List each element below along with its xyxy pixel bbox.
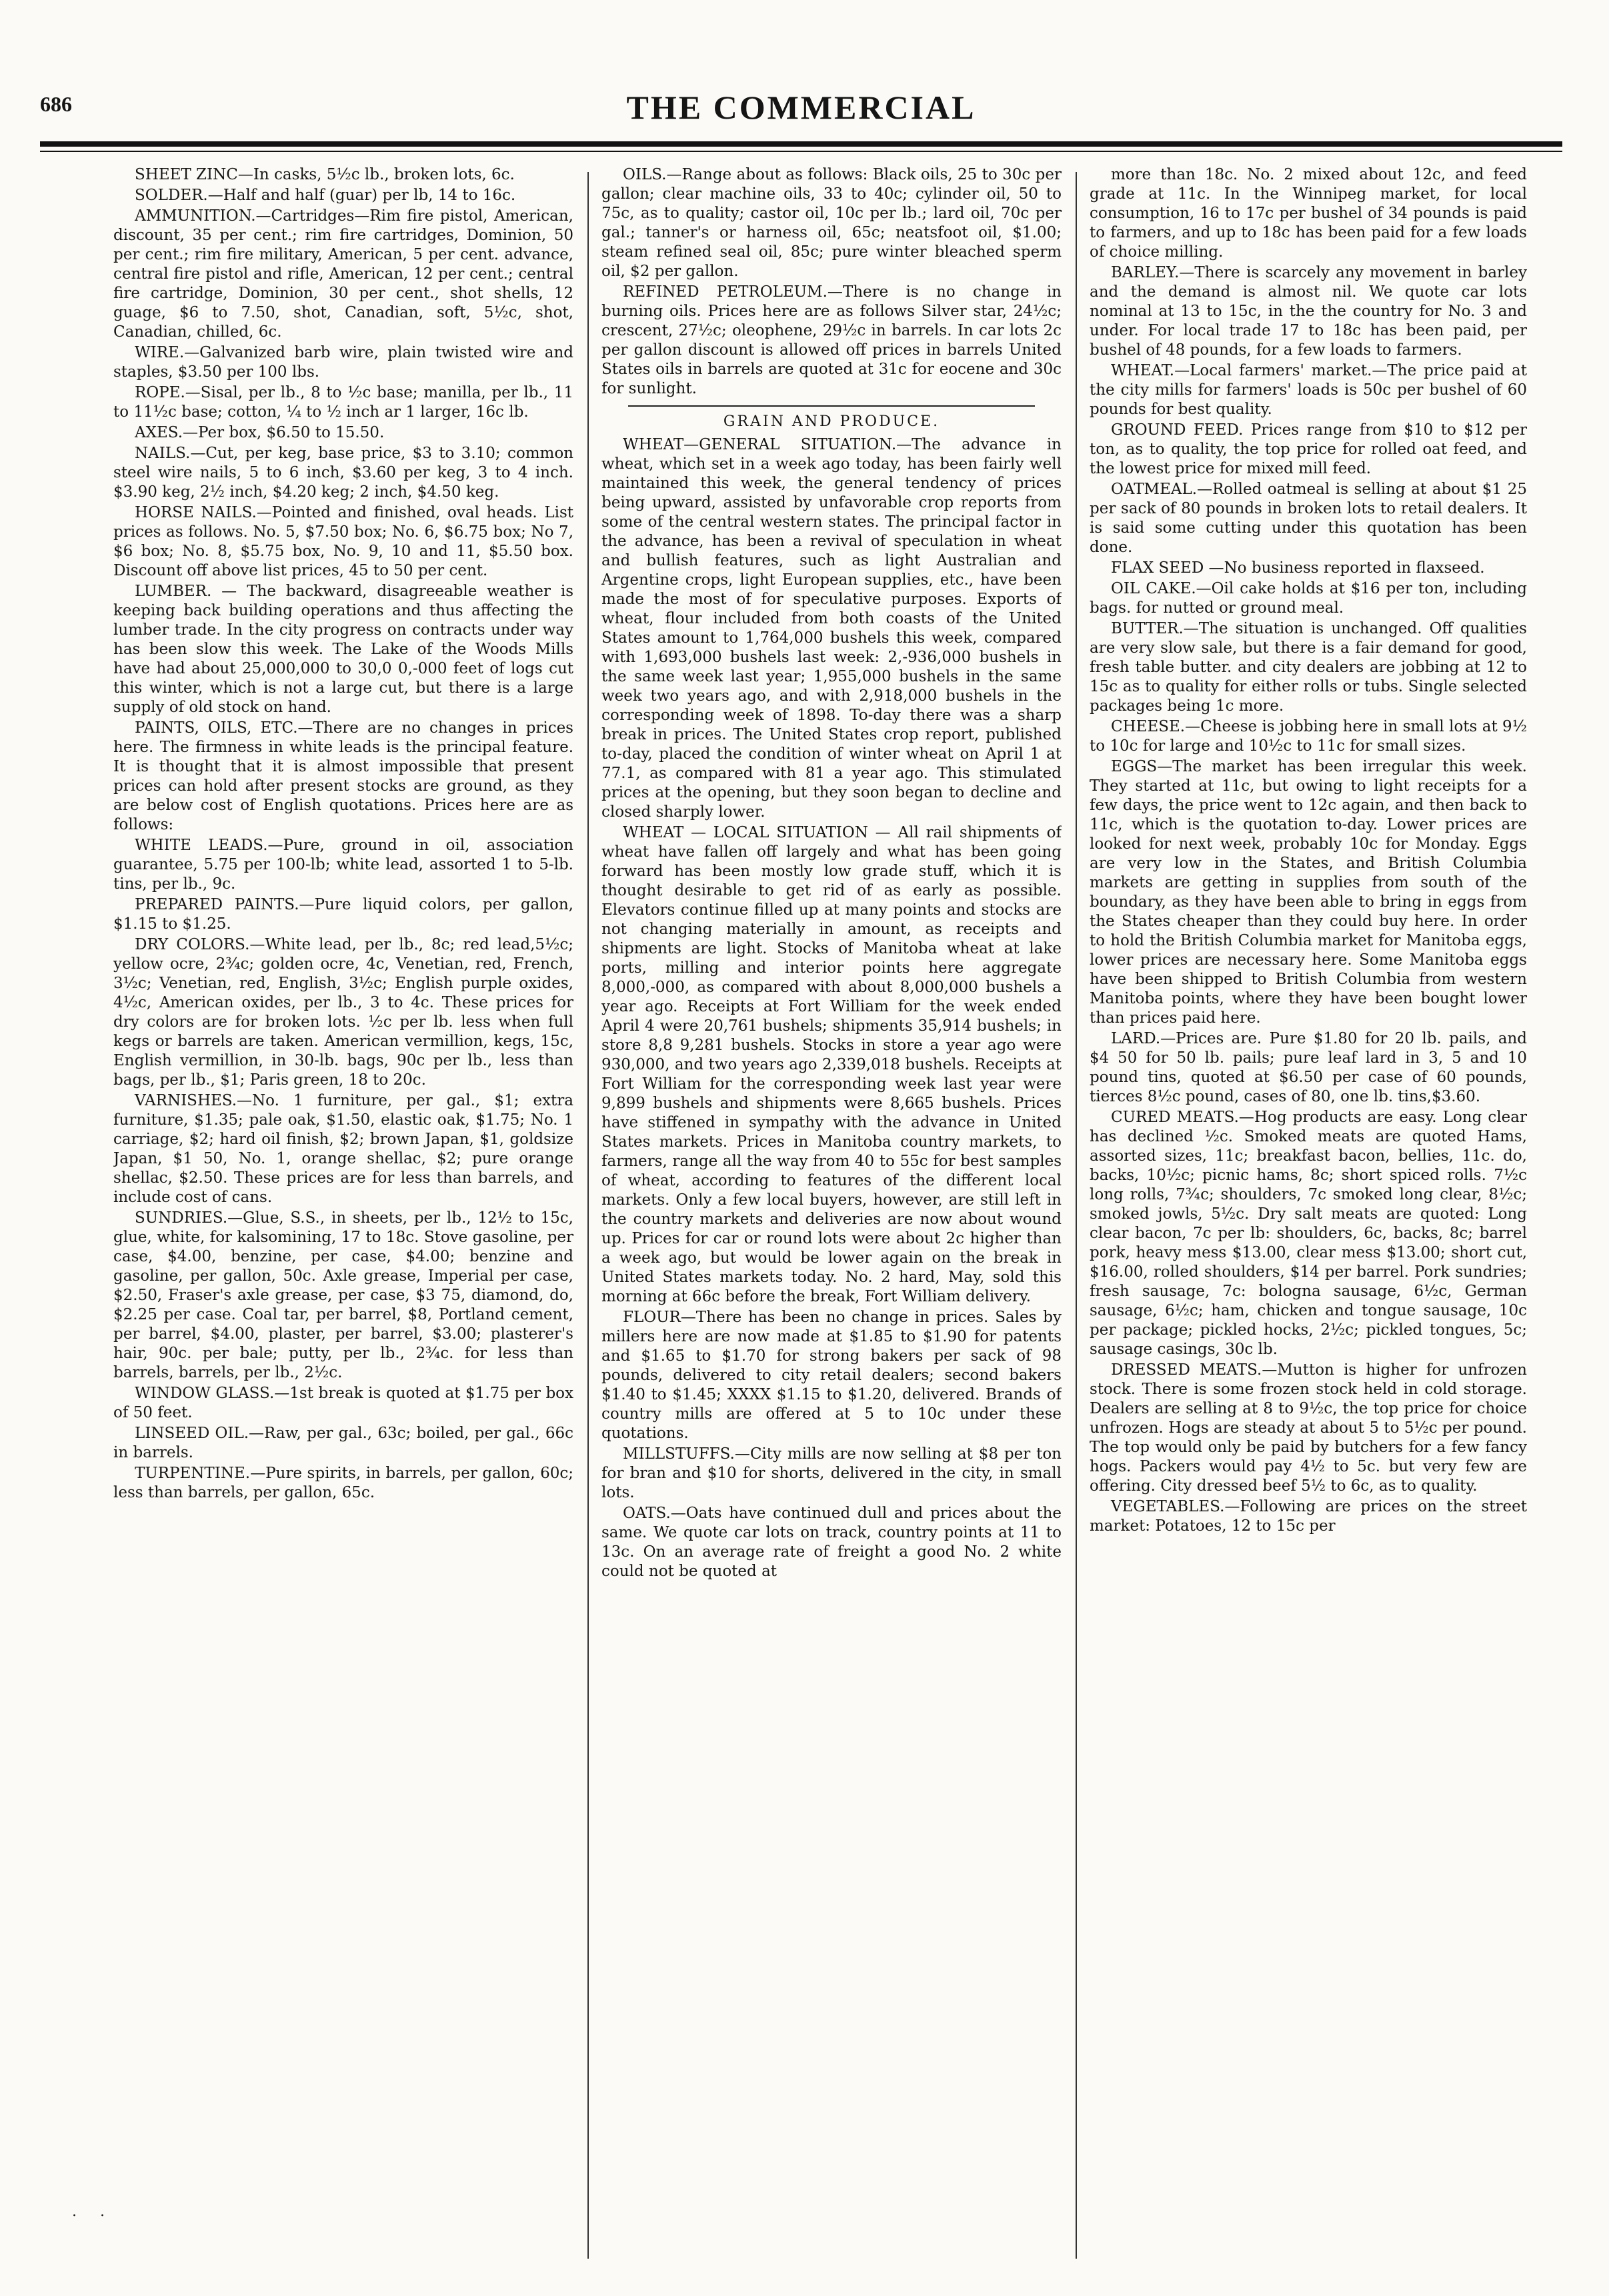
paragraph: OATS.—Oats have continued dull and prices about the same. We quote car lots on track, country points at 11 to 13c. On an average rate of freight a good No. 2 white could not be quoted at [601, 1505, 1062, 1580]
page-number: 686 [40, 92, 72, 116]
header-rule-thin [40, 151, 1562, 152]
paragraph: HORSE NAILS.—Pointed and finished, oval heads. List prices as follows. No. 5, $7.50 box; No. 6, $6.75 box; No 7, $6 box; No. 8, $5.75 box, No. 9, 10 and 11, $5.50 box. Discount off above list prices, 45 to 50 per cent. [113, 504, 573, 579]
paragraph: SUNDRIES.—Glue, S.S., in sheets, per lb., 12½ to 15c, glue, white, for kalsomining, 17 to 18c. Stove gasoline, per case, $4.00, benzine, per case, $4.00; benzine and gasoline, per gallon, 50c. Axle grease, Imperial per case, $2.50, Fraser's axle grease, per case, $3 75, diamond, do, $2.25 per case. Coal tar, per barrel, $8, Portland cement, per barrel, $4.00, plaster, per barrel, $3.00; plasterer's hair, 90c. per bale; putty, per lb., 2¾c. for less than barrels, barrels, per lb., 2½c. [113, 1209, 573, 1381]
article-columns [113, 165, 1527, 2265]
paragraph: WHEAT.—Local farmers' market.—The price paid at the city mills for farmers' loads is 50c per bushel of 60 pounds for best quality. [1090, 362, 1527, 418]
paragraph: OIL CAKE.—Oil cake holds at $16 per ton, including bags. for nutted or ground meal. [1090, 580, 1527, 617]
paragraph: CURED MEATS.—Hog products are easy. Long clear has declined ½c. Smoked meats are quoted Hams, assorted sizes, 11c; breakfast bacon, bellies, 11c. do, backs, 10½c; picnic hams, 8c; short spiced rolls. 7½c long rolls, 7¾c; shoulders, 7c smoked long clear, 8½c; smoked jowls, 5½c. Dry salt meats are quoted: Long clear bacon, 7c per lb: shoulders, 6c, backs, 8c; barrel pork, heavy mess $13.00, clear mess $13.00; short cut, $16.00, rolled shoulders, $14 per barrel. Pork sundries; fresh sausage, 7c: bologna sausage, 6½c, German sausage, 6½c; ham, chicken and tongue sausage, 10c per package; pickled hocks, 2½c; pickled tongues, 5c; sausage casings, 30c lb. [1090, 1109, 1527, 1358]
paragraph: SOLDER.—Half and half (guar) per lb, 14 to 16c. [135, 187, 516, 204]
paragraph: LUMBER. — The backward, disagreeable weather is keeping back building operations and thus affecting the lumber trade. In the city progress on contracts under way has been slow this week. The Lake of the Woods Mills have had about 25,000,000 to 30,0 0,-000 feet of logs cut this winter, which is not a large cut, but there is a large supply of old stock on hand. [113, 583, 573, 716]
paragraph: ROPE.—Sisal, per lb., 8 to ½c base; manilla, per lb., 11 to 11½c base; cotton, ¼ to ½ inch ar 1 larger, 16c lb. [113, 384, 573, 421]
paragraph: DRESSED MEATS.—Mutton is higher for unfrozen stock. There is some frozen stock held in cold storage. Dealers are selling at 8 to 9½c, the top price for choice unfrozen. Hogs are steady at about 5 to 5½c per pound. The top would only be paid by butchers for a few fancy hogs. Packers would pay 4½ to 5c. but very few are offering. City dressed beef 5½ to 6c, as to quality. [1090, 1361, 1527, 1495]
column-1 [113, 165, 573, 2265]
paragraph: BARLEY.—There is scarcely any movement in barley and the demand is almost nil. We quote car lots nominal at 13 to 15c, in the the country for No. 3 and under. For local trade 17 to 18c has been paid, per bushel of 48 pounds, for a few loads to farmers. [1090, 264, 1527, 359]
column-2 [601, 165, 1062, 2265]
paragraph: AMMUNITION.—Cartridges—Rim fire pistol, American, discount, 35 per cent.; rim fire cartridges, Dominion, 50 per cent.; rim fire military, American, 5 per cent. advance, central fire pistol and rifle, American, 12 per cent.; central fire cartridge, Dominion, 30 per cent., shot shells, 12 guage, $6 to 7.50, shot, Canadian, soft, 5½c, shot, Canadian, chilled, 6c. [113, 207, 573, 341]
paragraph: GROUND FEED. Prices range from $10 to $12 per ton, as to quality, the top price for rolled oat feed, and the lowest price for mixed mill feed. [1090, 421, 1527, 477]
header-rule-thick [40, 141, 1562, 147]
paragraph: REFINED PETROLEUM.—There is no change in burning oils. Prices here are as follows Silver star, 24½c; crescent, 27½c; oleophene, 29½c in barrels. In car lots 2c per gallon discount is allowed off prices in barrels United States oils in barrels are quoted at 31c for eocene and 30c for sunlight. [601, 283, 1062, 397]
paragraph: PAINTS, OILS, ETC.—There are no changes in prices here. The firmness in white leads is the principal feature. It is thought that it is almost impossible that present prices can hold after present stocks are ground, as they are below cost of English quotations. Prices here are as follows: [113, 719, 573, 833]
paragraph: FLOUR—There has been no change in prices. Sales by millers here are now made at $1.85 to $1.90 for patents and $1.65 to $1.70 for strong bakers per sack of 98 pounds, delivered to city retail dealers; second bakers $1.40 to $1.45; XXXX $1.15 to $1.20, delivered. Brands of country mills are offered at 5 to 10c under these quotations. [601, 1309, 1062, 1442]
paragraph: PREPARED PAINTS.—Pure liquid colors, per gallon, $1.15 to $1.25. [113, 896, 573, 933]
paragraph: OILS.—Range about as follows: Black oils, 25 to 30c per gallon; clear machine oils, 33 to 40c; cylinder oil, 50 to 75c, as to quality; castor oil, 10c per lb.; lard oil, 70c per gal.; tanner's or harness oil, 65c; neatsfoot oil, $1.00; steam refined seal oil, 85c; pure winter bleached sperm oil, $2 per gallon. [601, 166, 1062, 280]
paragraph: DRY COLORS.—White lead, per lb., 8c; red lead,5½c; yellow ocre, 2¾c; golden ocre, 4c, Venetian, red, French, 3½c; Venetian, red, English, 3½c; English purple oxides, 4½c, American oxides, per lb., 3 to 4c. These prices for dry colors are for broken lots. ½c per lb. less when full kegs or barrels are taken. American vermillion, kegs, 15c, English vermillion, in 30-lb. bags, 90c per lb., less than bags, per lb., $1; Paris green, 18 to 20c. [113, 936, 573, 1089]
column-2-bottom [601, 435, 1062, 1581]
footer-marks: . . [72, 2203, 114, 2220]
section-heading-grain-and-produce: GRAIN AND PRODUCE. [723, 413, 940, 430]
paragraph: SHEET ZINC—In casks, 5½c lb., broken lots, 6c. [135, 166, 515, 183]
paragraph: LINSEED OIL.—Raw, per gal., 63c; boiled, per gal., 66c in barrels. [113, 1425, 573, 1461]
section-rule [628, 405, 1035, 407]
paragraph: VARNISHES.—No. 1 furniture, per gal., $1; extra furniture, $1.35; pale oak, $1.50, elastic oak, $1.75; No. 1 carriage, $2; hard oil finish, $2; brown Japan, $1, goldsize Japan, $1 50, No. 1, orange shellac, $2; pure orange shellac, $2.50. These prices are for less than barrels, and include cost of cans. [113, 1092, 573, 1206]
paragraph: AXES.—Per box, $6.50 to 15.50. [135, 424, 385, 441]
paragraph: WHEAT — LOCAL SITUATION — All rail shipments of wheat have fallen off largely and what has been going forward has been mostly low grade stuff, which it is thought desirable to get rid of as early as possible. Elevators continue filled up at many points and stocks are not changing materially in amount, as receipts and shipments are light. Stocks of Manitoba wheat at lake ports, milling and interior points here aggregate 8,000,-000, as compared with about 8,000,000 bushels a year ago. Receipts at Fort William for the week ended April 4 were 20,761 bushels; shipments 35,914 bushels; in store 8,8 9,281 bushels. Stocks in store a year ago were 930,000, and two years ago 2,339,018 bushels. Receipts at Fort William for the corresponding week last year were 9,899 bushels and shipments were 8,665 bushels. Prices have stiffened in sympathy with the advance in United States markets. Prices in Manitoba country markets, to farmers, range all the way from 40 to 55c for best samples of wheat, according to features of the different local markets. Only a few local buyers, however, are still left in the country markets and deliveries are now about wound up. Prices for car or round lots were about 2c higher than a week ago, but would be lower again on the break in United States markets today. No. 2 hard, May, sold this morning at 66c before the break, Fort William delivery. [601, 824, 1062, 1305]
paragraph: LARD.—Prices are. Pure $1.80 for 20 lb. pails, and $4 50 for 50 lb. pails; pure leaf lard in 3, 5 and 10 pound tins, quoted at $6.50 per case of 60 pounds, tierces 8½c pound, cases of 80, one lb. tins,$3.60. [1090, 1030, 1527, 1105]
paragraph: WHITE LEADS.—Pure, ground in oil, association guarantee, 5.75 per 100-lb; white lead, assorted 1 to 5-lb. tins, per lb., 9c. [113, 837, 573, 893]
column-divider [587, 172, 589, 2259]
paragraph: more than 18c. No. 2 mixed about 12c, and feed grade at 11c. In the Winnipeg market, for local consumption, 16 to 17c per bushel of 34 pounds is paid to farmers, and up to 18c has been paid for a few loads of choice milling. [1090, 166, 1527, 261]
paragraph: FLAX SEED —No business reported in flaxseed. [1111, 559, 1485, 577]
paragraph: TURPENTINE.—Pure spirits, in barrels, per gallon, 60c; less than barrels, per gallon, 65c. [113, 1465, 573, 1501]
column-2-top [601, 165, 1062, 399]
paragraph: WINDOW GLASS.—1st break is quoted at $1.75 per box of 50 feet. [113, 1385, 573, 1421]
paragraph: MILLSTUFFS.—City mills are now selling at $8 per ton for bran and $10 for shorts, delivered in the city, in small lots. [601, 1445, 1062, 1501]
paragraph: EGGS—The market has been irregular this week. They started at 11c, but owing to light receipts for a few days, the price went to 12c again, and then back to 11c, which is the quotation to-day. Lower prices are looked for next week, probably 10c for Monday. Eggs are very low in the States, and British Columbia markets are getting in supplies from south of the boundary, as they have been able to bring in eggs from the States cheaper than they could buy here. In order to hold the British Columbia market for Manitoba eggs, lower prices are necessary here. Some Manitoba eggs have been shipped to British Columbia from western Manitoba points, where they have been bought lower than prices paid here. [1090, 758, 1527, 1027]
paragraph: WIRE.—Galvanized barb wire, plain twisted wire and staples, $3.50 per 100 lbs. [113, 344, 573, 381]
column-3 [1090, 165, 1527, 2265]
paragraph: CHEESE.—Cheese is jobbing here in small lots at 9½ to 10c for large and 10½c to 11c for small sizes. [1090, 718, 1527, 755]
paragraph: BUTTER.—The situation is unchanged. Off qualities are very slow sale, but there is a fair demand for good, fresh table butter. and city dealers are jobbing at 12 to 15c as to quality for either rolls or tubs. Single selected packages being 1c more. [1090, 620, 1527, 715]
paragraph: WHEAT—GENERAL SITUATION.—The advance in wheat, which set in a week ago today, has been fairly well maintained this week, the general tendency of prices being upward, assisted by unfavorable crop reports from some of the central western states. The principal factor in the advance, has been a revival of speculation in wheat and bullish features, such as light Australian and Argentine crops, light European supplies, etc., have been made the most of for speculative purposes. Exports of wheat, flour included from both coasts of the United States amount to 1,764,000 bushels this week, compared with 1,693,000 bushels last week: 2,-936,000 bushels in the same week last year; 1,955,000 bushels in the same week two years ago, and with 2,918,000 bushels in the corresponding week of 1898. To-day there was a sharp break in prices. The United States crop report, published to-day, placed the condition of winter wheat on April 1 at 77.1, as compared with 81 a year ago. This stimulated prices at the opening, but they soon began to decline and closed sharply lower. [601, 436, 1062, 821]
paragraph: NAILS.—Cut, per keg, base price, $3 to 3.10; common steel wire nails, 5 to 6 inch, $3.60 per keg, 3 to 4 inch. $3.90 keg, 2½ inch, $4.20 keg; 2 inch, $4.50 keg. [113, 445, 573, 501]
column-divider [1076, 172, 1077, 2259]
masthead [40, 89, 1562, 139]
paragraph: VEGETABLES.—Following are prices on the street market: Potatoes, 12 to 15c per [1090, 1498, 1527, 1535]
paragraph: OATMEAL.—Rolled oatmeal is selling at about $1 25 per sack of 80 pounds in broken lots to retail dealers. It is said some cutting under this quotation has been done. [1090, 481, 1527, 556]
journal-title: THE COMMERCIAL [626, 89, 976, 126]
